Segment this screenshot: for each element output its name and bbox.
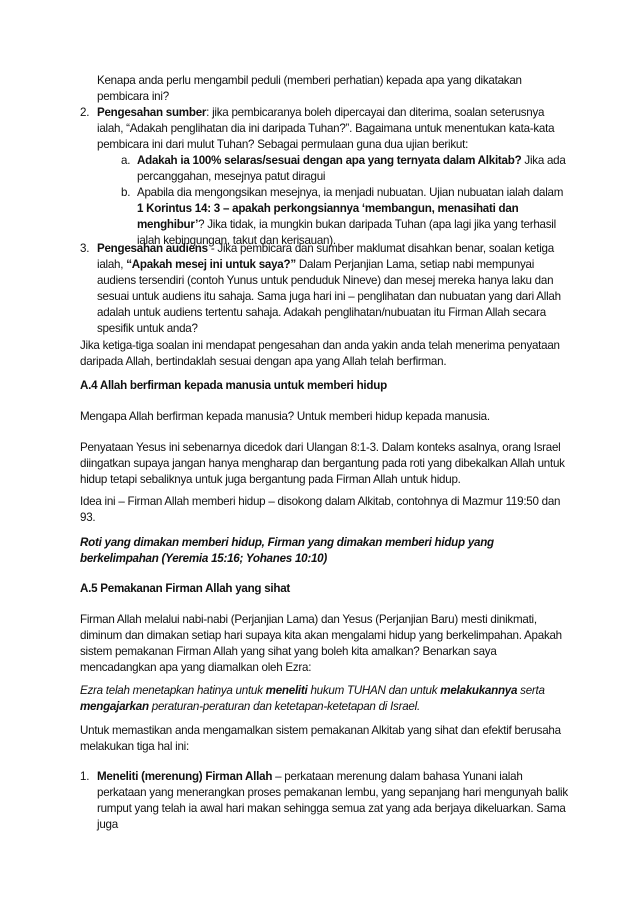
source-validation-paragraph [97, 105, 570, 153]
ezra-quote-emphasis: melakukannya [440, 684, 518, 697]
subtest-b [137, 185, 570, 249]
section-a4-quote: Roti yang dimakan memberi hidup, Firman yang dimakan memberi hidup yang berkelimpahan (Yeremia 15:16; Yohanes 10:10) [80, 536, 494, 565]
subtest-b-reference: 1 Korintus 14: 3 – apakah perkongsiannya ‘membangun, menasihati dan menghibur’ [137, 202, 519, 231]
sublist-letter: b. [121, 186, 131, 199]
audience-validation-text-pre: - Jika pembicara dan sumber maklumat disahkan benar, soalan ketiga ialah, [97, 242, 554, 271]
source-validation-text: : jika pembicaranya boleh dipercayai dan diterima, soalan seterusnya ialah, “Adakah penglihatan dia ini daripada Tuhan?”. Bagaimana untuk menentukan kata-kata pembicara ini dari mulut Tuhan? Sebagai permulaan guna dua ujian berikut: [97, 106, 555, 151]
section-a5-heading: A.5 Pemakanan Firman Allah yang sihat [80, 582, 291, 595]
list-number: 1. [80, 770, 90, 783]
ezra-quote-text: peraturan-peraturan dan ketetapan-ketetapan di Israel. [148, 700, 420, 713]
intro-continuation: Kenapa anda perlu mengambil peduli (memberi perhatian) kepada apa yang dikatakan pembicara ini? [97, 74, 522, 103]
audience-validation-paragraph [97, 241, 570, 337]
subtest-b-text-pre: Apabila dia mengongsikan mesejnya, ia menjadi nubuatan. Ujian nubuatan ialah dalam [137, 186, 564, 199]
source-validation-label: Pengesahan sumber [97, 106, 207, 119]
subtest-b-text-post: ? Jika tidak, ia mungkin bukan daripada Tuhan (apa lagi jika yang terhasil ialah kebingungan, takut dan kerisauan). [137, 218, 556, 247]
ezra-quote-text: serta [517, 684, 545, 697]
section-a4-paragraph-2: Penyataan Yesus ini sebenarnya dicedok dari Ulangan 8:1-3. Dalam konteks asalnya, orang Israel diingatkan supaya jangan hanya mengharap dan bergantung pada roti yang dibekalkan Allah untuk hidup tetapi sebaliknya untuk juga bergantung pada Firman Allah untuk hidup. [80, 441, 565, 486]
subtest-a [137, 153, 570, 185]
list-number: 3. [80, 242, 90, 255]
audience-validation-label: Pengesahan audiens [97, 242, 208, 255]
ezra-quote [80, 683, 570, 715]
meditate-item [97, 769, 570, 833]
ezra-quote-emphasis: meneliti [265, 684, 308, 697]
audience-validation-question: “Apakah mesej ini untuk saya?” [126, 258, 296, 271]
conclusion-paragraph: Jika ketiga-tiga soalan ini mendapat pengesahan dan anda yakin anda telah menerima penyataan daripada Allah, bertindaklah sesuai dengan apa yang Allah telah berfirman. [80, 339, 560, 368]
list-number: 2. [80, 106, 90, 119]
meditate-item-text: – perkataan merenung dalam bahasa Yunani ialah perkataan yang menerangkan proses pemakanan lembu, yang sepanjang hari mengunyah balik rumput yang telah ia awal hari makan sehingga semua zat yang ada berjaya dikeluarkan. Sama juga [97, 770, 568, 831]
meditate-item-label: Meneliti (merenung) Firman Allah [97, 770, 273, 783]
audience-validation-text-post: Dalam Perjanjian Lama, setiap nabi mempunyai audiens tersendiri (contoh Yunus untuk penduduk Nineve) dan mesej mereka hanya laku dan sesuai untuk audiens itu sahaja. Sama juga hari ini – penglihatan dan nubuatan yang dari Allah adalah untuk audiens tertentu sahaja. Adakah penglihatan/nubuatan itu Firman Allah secara spesifik untuk anda? [97, 258, 561, 335]
subtest-a-text: Jika ada percanggahan, mesejnya patut diragui [137, 154, 566, 183]
ezra-quote-text: Ezra telah menetapkan hatinya untuk [80, 684, 266, 697]
ezra-quote-emphasis: mengajarkan [80, 700, 149, 713]
ezra-quote-text: hukum TUHAN dan untuk [307, 684, 441, 697]
section-a4-paragraph-1: Mengapa Allah berfirman kepada manusia? Untuk memberi hidup kepada manusia. [80, 410, 490, 423]
section-a5-paragraph-2: Untuk memastikan anda mengamalkan sistem pemakanan Alkitab yang sihat dan efektif berusaha melakukan tiga hal ini: [80, 724, 561, 753]
section-a4-paragraph-3: Idea ini – Firman Allah memberi hidup – disokong dalam Alkitab, contohnya di Mazmur 119:50 dan 93. [80, 495, 561, 524]
section-a5-paragraph-1: Firman Allah melalui nabi-nabi (Perjanjian Lama) dan Yesus (Perjanjian Baru) mesti dinikmati, diminum dan dimakan setiap hari supaya kita akan mengalami hidup yang berkelimpahan. Apakah sistem pemakanan Firman Allah yang sihat yang boleh kita amalkan? Benarkan saya mencadangkan apa yang diamalkan oleh Ezra: [80, 613, 562, 674]
sublist-letter: a. [121, 154, 131, 167]
subtest-a-question: Adakah ia 100% selaras/sesuai dengan apa yang ternyata dalam Alkitab? [137, 154, 522, 167]
section-a4-heading: A.4 Allah berfirman kepada manusia untuk memberi hidup [80, 379, 387, 392]
